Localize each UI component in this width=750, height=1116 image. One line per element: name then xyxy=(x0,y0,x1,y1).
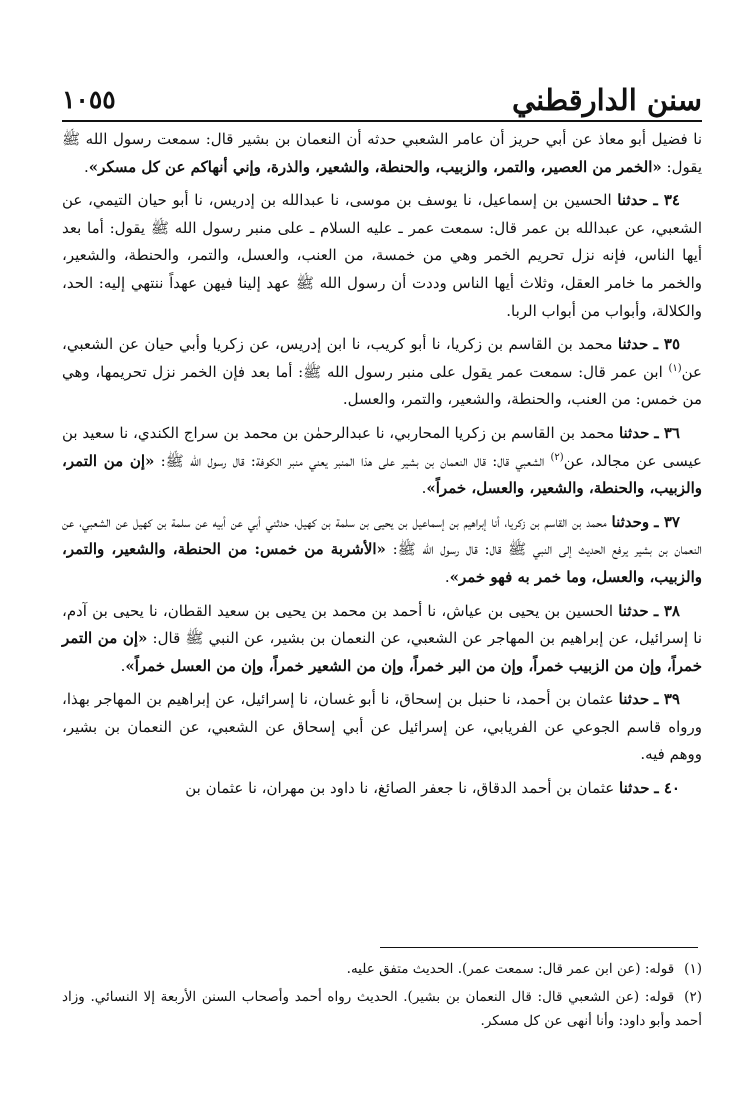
footnote-text: قوله: (عن الشعبي قال: قال النعمان بن بشير). الحديث رواه أحمد وأصحاب السنن الأربعة إلا النسائي. وزاد أحمد وأبو داود: وأنا أنهى عن كل مسكر. xyxy=(62,989,702,1029)
hadith-lead: وحدثنا xyxy=(611,512,650,531)
hadith-38 xyxy=(62,598,702,681)
hadith-39 xyxy=(62,686,702,769)
hadith-number: ٣٤ ـ xyxy=(653,191,680,210)
quoted-hadith: «إن من التمر، والزبيب، والحنطة، والشعير، والعسل، خمراً» xyxy=(62,451,702,498)
hadith-lead: حدثنا xyxy=(618,690,650,709)
page-number: ١٠٥٥ xyxy=(62,85,116,114)
hadith-40 xyxy=(62,775,702,803)
page-header xyxy=(62,80,702,122)
hadith-number: ٣٨ ـ xyxy=(653,601,680,620)
footnotes xyxy=(62,957,702,1037)
running-title: سنن الدارقطني xyxy=(512,83,702,117)
body-text xyxy=(62,126,702,809)
hadith-text: عثمان بن أحمد، نا حنبل بن إسحاق، نا أبو غسان، نا إسرائيل، عن إبراهيم بن المهاجر بهذا، ورواه قاسم الجوعي عن الفريابي، عن إسرائيل عن أبي إسحاق عن الشعبي، عن النعمان بن بشير، ووهم فيه. xyxy=(62,690,702,764)
hadith-text: الحسين بن إسماعيل، نا يوسف بن موسى، نا عبدالله بن إدريس، نا أبو حيان التيمي، عن الشعبي، عن عبدالله بن عمر قال: سمعت عمر ـ عليه السلام ـ على منبر رسول الله ﷺ يقول: أما بعد أيها الناس، فإنه نزل تحريم الخمر وهي من خمسة، من العنب، والعسل، والتمر، والحنطة، والشعير، والخمر ما خامر العقل، وثلاث أيها الناس وددت أن رسول الله ﷺ عهد إلينا فيهن عهداً ننتهي إليه: الحد، والكلالة، وأبواب من أبواب الربا. xyxy=(62,191,702,320)
hadith-lead: حدثنا xyxy=(617,191,648,210)
hadith-text-before: محمد بن القاسم بن زكريا، نا أبو كريب، نا ابن إدريس، عن زكريا وأبي حيان عن الشعبي، عن xyxy=(62,335,702,381)
footnote-2 xyxy=(62,985,702,1033)
footnote-label: (٢) xyxy=(684,989,702,1005)
hadith-number: ٣٧ ـ xyxy=(654,512,680,531)
hadith-35 xyxy=(62,331,702,414)
hadith-number: ٣٦ ـ xyxy=(654,423,680,442)
quoted-hadith: «الخمر من العصير، والتمر، والزبيب، والحنطة، والشعير، والذرة، وإني أنهاكم عن كل مسكر» xyxy=(88,157,662,176)
paragraph-tail: . xyxy=(120,656,126,675)
hadith-37 xyxy=(62,509,702,592)
footnote-ref-2: (٢) xyxy=(550,451,564,463)
hadith-number: ٣٥ ـ xyxy=(653,335,681,354)
hadith-text-before: محمد بن القاسم بن زكريا المحاربي، نا عبدالرحمٰن بن محمد بن سراج الكندي، نا سعيد بن عيسى عن مجالد، عن xyxy=(62,423,702,470)
paragraph-tail: . xyxy=(83,157,89,176)
hadith-lead: حدثنا xyxy=(618,423,650,442)
footnote-ref-1: (١) xyxy=(668,362,682,374)
hadith-text: محمد بن القاسم بن زكريا، أنا إبراهيم بن إسماعيل بن يحيى بن سلمة بن كهيل، حدثني أبي عن أبيه عن سلمة بن كهيل عن الشعبي، عن النعمان بن بشير يرفع الحديث إلى النبي ﷺ قال: قال رسول الله ﷺ: xyxy=(62,512,702,559)
quoted-hadith: «إن من التمر خمراً، وإن من الزبيب خمراً، وإن من البر خمراً، وإن من الشعير خمراً، وإن من العسل خمراً» xyxy=(62,629,702,675)
footnote-label: (١) xyxy=(684,961,702,977)
footnote-1 xyxy=(62,957,702,981)
hadith-number: ٣٩ ـ xyxy=(654,690,680,709)
paragraph-continuation xyxy=(62,126,702,181)
footnote-divider xyxy=(380,947,698,948)
hadith-text: عثمان بن أحمد الدقاق، نا جعفر الصائغ، نا داود بن مهران، نا عثمان بن xyxy=(185,779,615,798)
hadith-34 xyxy=(62,187,702,325)
hadith-text: ابن عمر قال: سمعت عمر يقول على منبر رسول الله ﷺ: أما بعد فإن الخمر نزل تحريمها، وهي من خمس: من العنب، والحنطة، والشعير، والتمر، والعسل. xyxy=(62,362,702,409)
quoted-hadith: «الأشربة من خمس: من الحنطة، والشعير، والتمر، والزبيب، والعسل، وما خمر به فهو خمر» xyxy=(62,540,702,586)
paragraph-text: نا فضيل أبو معاذ عن أبي حريز أن عامر الشعبي حدثه أن النعمان بن بشير قال: سمعت رسول الله ﷺ يقول: xyxy=(62,130,702,176)
paragraph-tail: . xyxy=(444,567,450,586)
hadith-lead: حدثنا xyxy=(617,335,649,354)
hadith-text: الحسين بن يحيى بن عياش، نا أحمد بن محمد بن يحيى بن سعيد القطان، نا يحيى بن آدم، نا إسرائيل، عن إبراهيم بن المهاجر عن الشعبي، عن النعمان بن بشير، عن النبي ﷺ قال: xyxy=(62,601,702,648)
paragraph-tail: . xyxy=(421,479,427,498)
hadith-lead: حدثنا xyxy=(619,779,650,798)
hadith-text: الشعبي قال: قال النعمان بن بشير على هذا المنبر يعني منبر الكوفة: قال رسول الله ﷺ: xyxy=(154,451,551,470)
hadith-lead: حدثنا xyxy=(618,601,649,620)
footnote-text: قوله: (عن ابن عمر قال: سمعت عمر). الحديث متفق عليه. xyxy=(346,961,675,977)
hadith-36 xyxy=(62,420,702,503)
hadith-number: ٤٠ ـ xyxy=(654,779,680,798)
